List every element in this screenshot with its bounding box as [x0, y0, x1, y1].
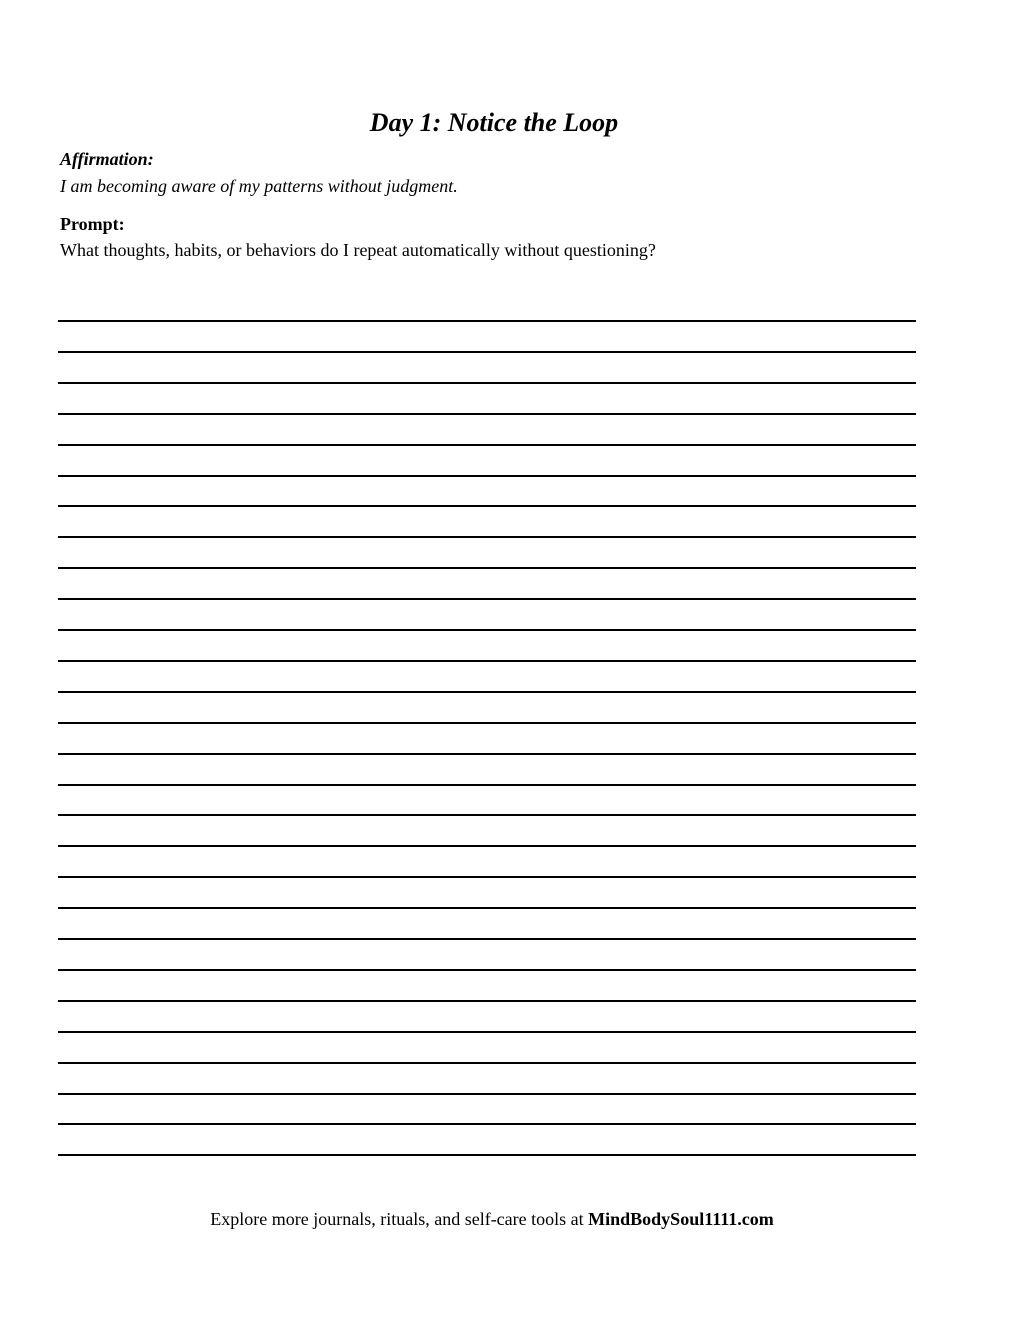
writing-line — [58, 567, 916, 569]
writing-line — [58, 505, 916, 507]
affirmation-heading: Affirmation: — [60, 149, 154, 169]
footer-text: Explore more journals, rituals, and self-care tools at — [210, 1209, 589, 1229]
writing-line — [58, 382, 916, 384]
affirmation-text: I am becoming aware of my patterns without judgment. — [60, 176, 458, 196]
writing-line — [58, 876, 916, 878]
writing-line — [58, 691, 916, 693]
writing-line — [58, 907, 916, 909]
writing-line — [58, 814, 916, 816]
writing-line — [58, 1062, 916, 1064]
writing-line — [58, 1123, 916, 1125]
writing-line — [58, 845, 916, 847]
writing-line — [58, 1093, 916, 1095]
writing-line — [58, 969, 916, 971]
writing-line — [58, 320, 916, 322]
writing-line — [58, 784, 916, 786]
footer — [0, 1208, 984, 1230]
writing-line — [58, 753, 916, 755]
writing-line — [58, 413, 916, 415]
writing-line — [58, 938, 916, 940]
page-title: Day 1: Notice the Loop — [369, 108, 619, 137]
writing-line — [58, 475, 916, 477]
writing-line — [58, 444, 916, 446]
writing-line — [58, 1031, 916, 1033]
writing-line — [58, 1000, 916, 1002]
writing-line — [58, 629, 916, 631]
writing-line — [58, 722, 916, 724]
writing-line — [58, 536, 916, 538]
footer-site-link[interactable]: MindBodySoul1111.com — [588, 1209, 774, 1229]
writing-line — [58, 351, 916, 353]
writing-line — [58, 1154, 916, 1156]
prompt-text: What thoughts, habits, or behaviors do I repeat automatically without questioning? — [60, 240, 656, 260]
prompt-heading: Prompt: — [60, 214, 125, 234]
writing-line — [58, 660, 916, 662]
writing-line — [58, 598, 916, 600]
